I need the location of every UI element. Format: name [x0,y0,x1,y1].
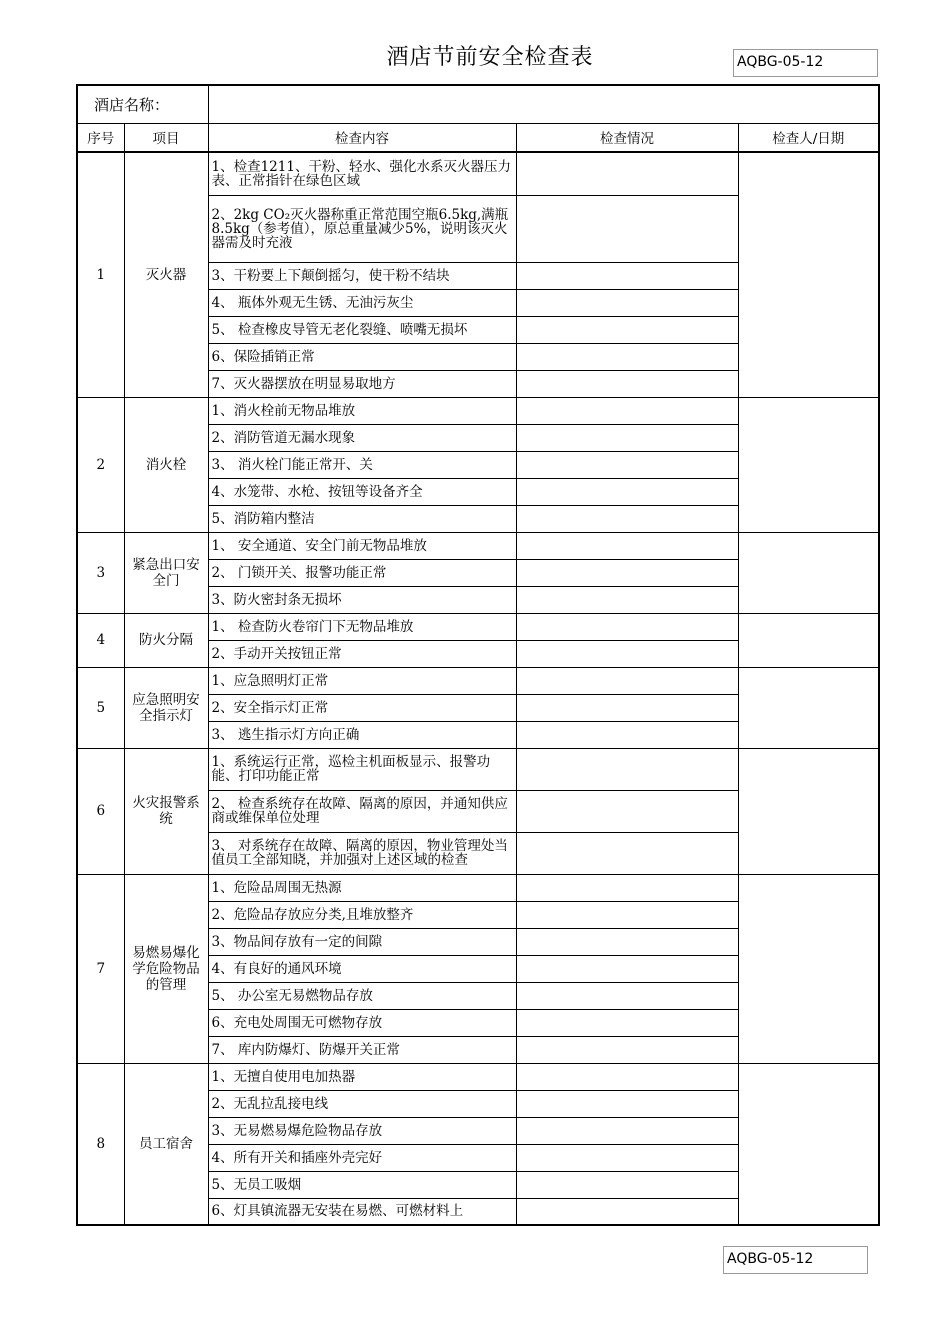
check-item-content: 7、 库内防爆灯、防爆开关正常 [208,1036,516,1063]
column-header-content: 检查内容 [208,123,516,152]
check-status-cell[interactable] [516,874,738,901]
column-header-status: 检查情况 [516,123,738,152]
table-row [77,748,879,790]
hotel-name-row [77,85,879,123]
check-item-content: 3、干粉要上下颠倒摇匀，使干粉不结块 [208,262,516,289]
section-number: 4 [77,613,124,667]
check-item-content: 2、 门锁开关、报警功能正常 [208,559,516,586]
inspector-date-cell[interactable] [738,1063,879,1225]
check-item-content: 4、所有开关和插座外壳完好 [208,1144,516,1171]
section-category: 火灾报警系统 [124,748,208,874]
check-item-content: 2、安全指示灯正常 [208,694,516,721]
table-row [77,874,879,901]
table-row [77,397,879,424]
check-status-cell[interactable] [516,586,738,613]
column-header-item: 项目 [124,123,208,152]
check-item-content: 3、 对系统存在故障、隔离的原因，物业管理处当值员工全部知晓，并加强对上述区域的检查 [208,832,516,874]
check-item-content: 3、防火密封条无损坏 [208,586,516,613]
section-number: 7 [77,874,124,1063]
check-status-cell[interactable] [516,316,738,343]
inspection-table-body [77,85,879,1225]
check-item-content: 2、危险品存放应分类,且堆放整齐 [208,901,516,928]
table-row [77,152,879,195]
check-item-content: 2、消防管道无漏水现象 [208,424,516,451]
check-status-cell[interactable] [516,505,738,532]
check-status-cell[interactable] [516,262,738,289]
table-row [77,667,879,694]
check-status-cell[interactable] [516,955,738,982]
inspector-date-cell[interactable] [738,613,879,667]
check-item-content: 4、 瓶体外观无生锈、无油污灰尘 [208,289,516,316]
inspector-date-cell[interactable] [738,152,879,397]
inspector-date-cell[interactable] [738,667,879,748]
check-item-content: 1、 安全通道、安全门前无物品堆放 [208,532,516,559]
check-status-cell[interactable] [516,640,738,667]
section-number: 3 [77,532,124,613]
check-status-cell[interactable] [516,613,738,640]
section-category: 防火分隔 [124,613,208,667]
check-status-cell[interactable] [516,790,738,832]
check-item-content: 1、检查1211、干粉、轻水、强化水系灭火器压力表、正常指针在绿色区域 [208,152,516,195]
check-item-content: 1、应急照明灯正常 [208,667,516,694]
check-status-cell[interactable] [516,721,738,748]
section-category: 紧急出口安全门 [124,532,208,613]
check-status-cell[interactable] [516,1198,738,1225]
check-status-cell[interactable] [516,1117,738,1144]
check-status-cell[interactable] [516,694,738,721]
check-item-content: 2、 检查系统存在故障、隔离的原因，并通知供应商或维保单位处理 [208,790,516,832]
check-status-cell[interactable] [516,1036,738,1063]
inspector-date-cell[interactable] [738,532,879,613]
check-item-content: 3、无易燃易爆危险物品存放 [208,1117,516,1144]
check-status-cell[interactable] [516,667,738,694]
check-item-content: 2、无乱拉乱接电线 [208,1090,516,1117]
check-item-content: 1、危险品周围无热源 [208,874,516,901]
section-category: 灭火器 [124,152,208,397]
section-number: 1 [77,152,124,397]
check-status-cell[interactable] [516,832,738,874]
column-header-inspector: 检查人/日期 [738,123,879,152]
inspector-date-cell[interactable] [738,748,879,874]
check-status-cell[interactable] [516,478,738,505]
document-title: 酒店节前安全检查表 [386,45,594,70]
section-number: 2 [77,397,124,532]
form-code-top: AQBG-05-12 [733,49,878,77]
check-item-content: 2、手动开关按钮正常 [208,640,516,667]
check-item-content: 1、 检查防火卷帘门下无物品堆放 [208,613,516,640]
check-status-cell[interactable] [516,559,738,586]
check-status-cell[interactable] [516,1009,738,1036]
check-status-cell[interactable] [516,928,738,955]
check-status-cell[interactable] [516,532,738,559]
check-item-content: 1、系统运行正常，巡检主机面板显示、报警功能、打印功能正常 [208,748,516,790]
check-item-content: 5、 办公室无易燃物品存放 [208,982,516,1009]
table-row [77,532,879,559]
inspector-date-cell[interactable] [738,874,879,1063]
check-status-cell[interactable] [516,1144,738,1171]
inspector-date-cell[interactable] [738,397,879,532]
hotel-name-field[interactable] [208,85,879,123]
form-code-bottom: AQBG-05-12 [723,1246,868,1274]
check-status-cell[interactable] [516,451,738,478]
check-status-cell[interactable] [516,901,738,928]
check-status-cell[interactable] [516,343,738,370]
section-category: 应急照明安全指示灯 [124,667,208,748]
section-number: 5 [77,667,124,748]
check-item-content: 2、2kg CO₂灭火器称重正常范围空瓶6.5kg,满瓶8.5kg（参考值），原总重量减少5%，说明该灭火器需及时充液 [208,195,516,262]
hotel-name-label: 酒店名称： [77,85,208,123]
check-status-cell[interactable] [516,152,738,195]
section-category: 消火栓 [124,397,208,532]
check-status-cell[interactable] [516,397,738,424]
check-item-content: 7、灭火器摆放在明显易取地方 [208,370,516,397]
check-item-content: 6、充电处周围无可燃物存放 [208,1009,516,1036]
check-status-cell[interactable] [516,1063,738,1090]
check-item-content: 4、有良好的通风环境 [208,955,516,982]
check-item-content: 3、物品间存放有一定的间隙 [208,928,516,955]
check-status-cell[interactable] [516,1171,738,1198]
table-row [77,1063,879,1090]
check-item-content: 6、灯具镇流器无安装在易燃、可燃材料上 [208,1198,516,1225]
check-item-content: 5、 检查橡皮导管无老化裂缝、喷嘴无损坏 [208,316,516,343]
table-row [77,613,879,640]
column-header-row [77,123,879,152]
check-status-cell[interactable] [516,289,738,316]
check-item-content: 1、无擅自使用电加热器 [208,1063,516,1090]
check-status-cell[interactable] [516,748,738,790]
check-item-content: 1、消火栓前无物品堆放 [208,397,516,424]
check-item-content: 5、无员工吸烟 [208,1171,516,1198]
check-item-content: 6、保险插销正常 [208,343,516,370]
check-item-content: 3、 消火栓门能正常开、关 [208,451,516,478]
section-category: 易燃易爆化学危险物品的管理 [124,874,208,1063]
column-header-no: 序号 [77,123,124,152]
check-status-cell[interactable] [516,370,738,397]
check-item-content: 4、水笼带、水枪、按钮等设备齐全 [208,478,516,505]
check-item-content: 3、 逃生指示灯方向正确 [208,721,516,748]
check-status-cell[interactable] [516,195,738,262]
section-number: 8 [77,1063,124,1225]
check-status-cell[interactable] [516,1090,738,1117]
inspection-table [76,84,880,1226]
section-category: 员工宿舍 [124,1063,208,1225]
check-status-cell[interactable] [516,982,738,1009]
section-number: 6 [77,748,124,874]
check-status-cell[interactable] [516,424,738,451]
check-item-content: 5、消防箱内整洁 [208,505,516,532]
